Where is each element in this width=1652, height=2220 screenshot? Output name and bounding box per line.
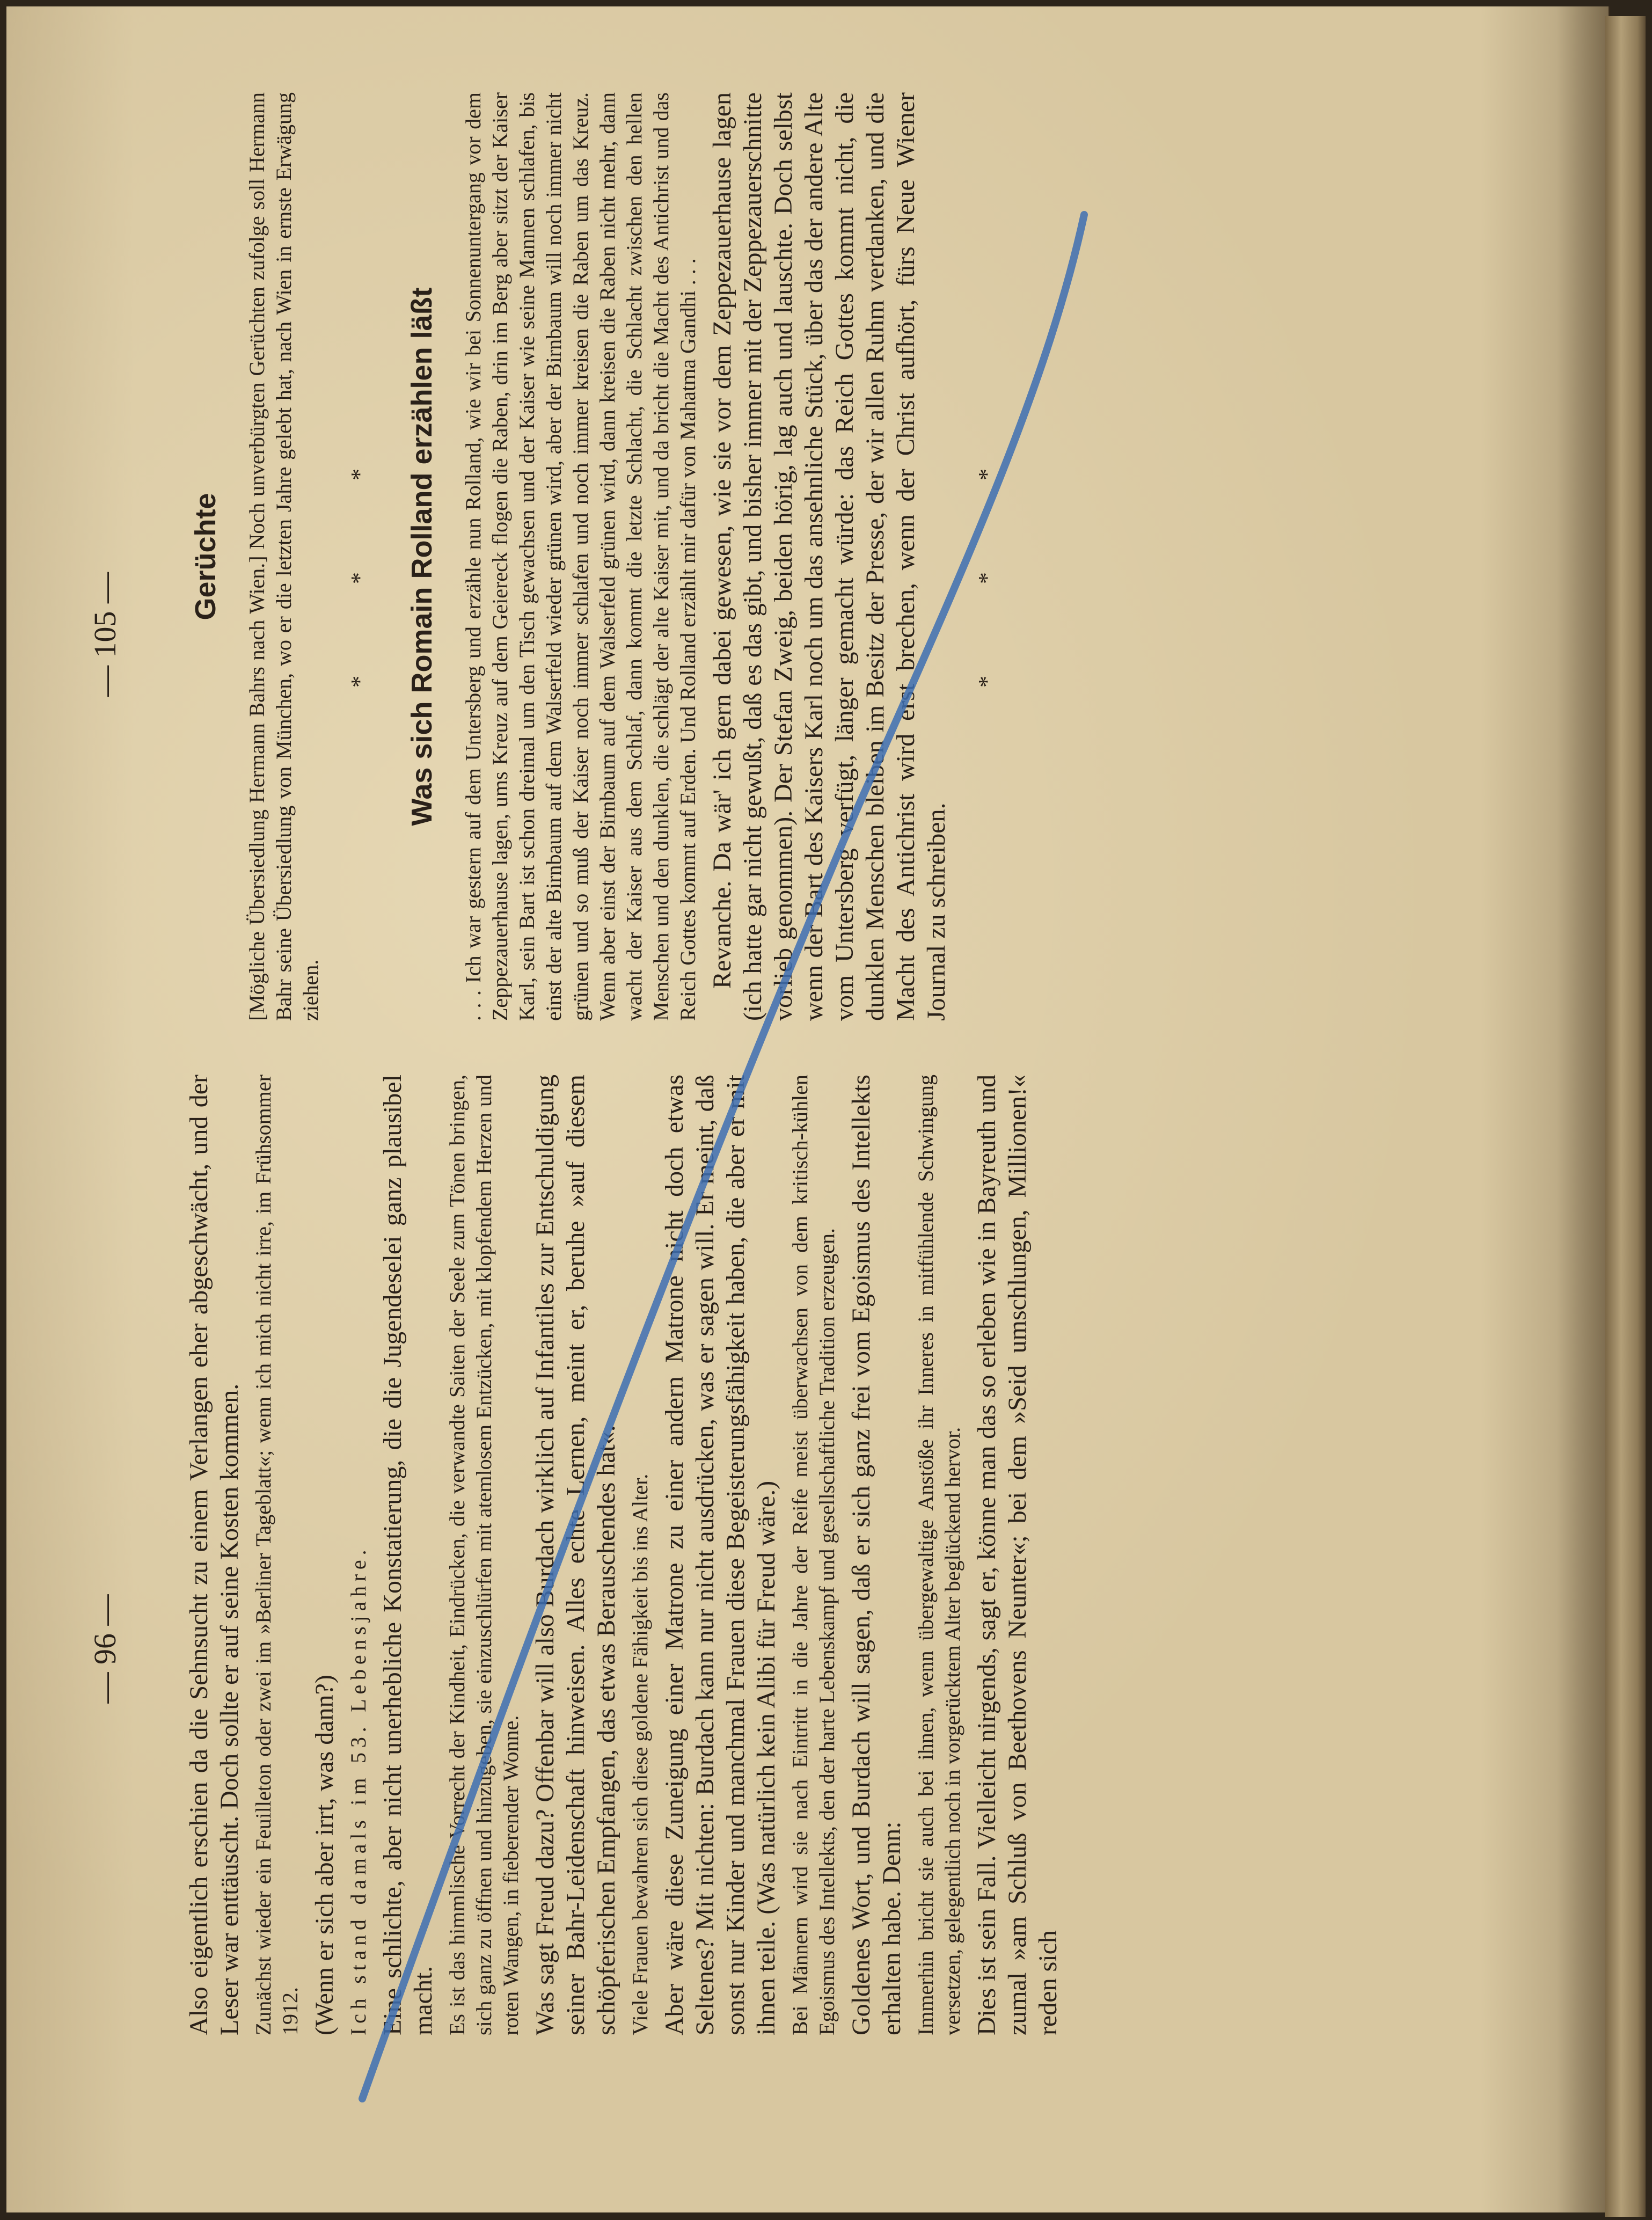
paragraph: (Wenn er sich aber irrt, was dann?)	[310, 1675, 339, 2035]
paragraph: Viele Frauen bewahren sich diese goldene Fähigkeit bis ins Alter.	[628, 1473, 652, 2035]
paragraph: Eine schlichte, aber nicht unerhebliche Konstatierung, die die Jugendeselei ganz plausibel macht.	[378, 1075, 437, 2035]
paragraph: Zunächst wieder ein Feuilleton oder zwei im »Berliner Tageblatt«; wenn ich mich nicht irre, im Frühsommer 1912.	[251, 1075, 302, 2035]
section-divider: * * *	[974, 426, 1000, 688]
paragraph: Aber wäre diese Zuneigung einer Matrone zu einer andern Matrone nicht doch etwas Seltenes? Mit nichten: Burdach kann nur nicht ausdrücken, was er sagen will. Er meint, daß sonst nur Kinder und manchmal Frauen diese Begeisterungsfähigkeit haben, die aber er mit ihnen teile. (Was natürlich kein Alibi für Freud wäre.)	[660, 1075, 780, 2035]
paragraph: Dies ist sein Fall. Vielleicht nirgends, sagt er, könne man das so erleben wie in Bayreuth und zumal »am Schluß von Beethovens Neunter«; bei dem »Seid umschlungen, Millionen!« reden sich	[973, 1075, 1062, 2035]
paragraph: Bei Männern wird sie nach Eintritt in die Jahre der Reife meist überwachsen von dem kritisch-kühlen Egoismus des Intellekts, den der harte Lebenskampf und gesellschaftliche Tradition erzeugen.	[788, 1075, 839, 2035]
paragraph: Goldenes Wort, und Burdach will sagen, daß er sich ganz frei vom Egoismus des Intellekts erhalten habe. Denn:	[847, 1075, 906, 2035]
page-number-left: — 96 —	[87, 1594, 122, 1704]
page-edge	[1605, 16, 1646, 2217]
paragraph: Revanche. Da wär' ich gern dabei gewesen, wie sie vor dem Zeppezauerhause lagen (ich hatte gar nicht gewußt, daß es das gibt, und bisher immer mit der Zeppezauerschnitte vorlieb genommen). Der Stefan Zweig, beiden hörig, lag auch und lauschte. Doch selbst wenn der Bart des Kaisers Karl noch um das ansehnliche Stück, über das der andere Alte vom Untersberg verfügt, länger gemacht würde: das Reich Gottes kommt nicht, die dunklen Menschen bleiben im Besitz der Presse, der wir allen Ruhm verdanken, und die Macht des Antichrist wird erst brechen, wenn der Christ aufhört, fürs Neue Wiener Journal zu schreiben.	[708, 92, 951, 1021]
right-page-text	[184, 92, 1033, 1021]
paragraph: Immerhin bricht sie auch bei ihnen, wenn übergewaltige Anstöße ihr Inneres in mitfühlende Schwingung versetzen, gelegentlich noch in vorgerücktem Alter beglückend hervor.	[913, 1075, 964, 2035]
section-divider: * * *	[346, 426, 372, 688]
section-heading-rolland: Was sich Romain Rolland erzählen läßt	[406, 287, 438, 826]
left-page	[6, 1075, 1609, 2105]
left-page-text	[184, 1075, 1069, 2035]
right-page	[6, 76, 1609, 1042]
paragraph: Es ist das himmlische Vorrecht der Kindheit, Eindrücken, die verwandte Saiten der Seele zum Tönen bringen, sich ganz zu öffnen und hinzugeben, sie einzuschlürfen mit atemlosem Entzücken, mit klopfendem Herzen und roten Wangen, in fieberender Wonne.	[445, 1075, 523, 2035]
page-number-right: — 105 —	[87, 572, 122, 697]
rotated-text-stage	[6, 6, 1609, 2212]
paragraph: [Mögliche Übersiedlung Hermann Bahrs nach Wien.] Noch unverbürgten Gerüchten zufolge soll Hermann Bahr seine Übersiedlung von München, wo er die letzten Jahre gelebt hat, nach Wien in ernste Erwägung ziehen.	[245, 92, 323, 1021]
section-heading-geruechte: Gerüchte	[189, 493, 222, 620]
paragraph: Was sagt Freud dazu? Offenbar will also Burdach wirklich auf Infantiles zur Entschuldigung seiner Bahr-Leidenschaft hinweisen. Alles echte Lernen, meint er, beruhe »auf diesem schöpferischen Empfangen, das etwas Berauschendes hat«.	[531, 1075, 620, 2035]
paragraph: Ich stand damals im 53. Lebensjahre.	[346, 1545, 370, 2035]
paragraph: . . . Ich war gestern auf dem Untersberg und erzähle nun Rolland, wie wir bei Sonnenuntergang vor dem Zeppezauerhause lagen, ums Kreuz auf dem Geiereck flogen die Raben, drin im Berg aber sitzt der Kaiser Karl, sein Bart ist schon dreimal um den Tisch gewachsen und der Kaiser wie seine Mannen schlafen, bis einst der alte Birnbaum auf dem Walserfeld wieder grünen wird, aber der Birnbaum will noch immer nicht grünen und so muß der Kaiser noch immer schlafen und noch immer kreisen die Raben um das Kreuz. Wenn aber einst der Birnbaum auf dem Walserfeld grünen wird, dann kreisen die Raben nicht mehr, dann wacht der Kaiser aus dem Schlaf, dann kommt die letzte Schlacht, die Schlacht zwischen den hellen Menschen und den dunklen, die schlägt der alte Kaiser mit, und da bricht die Macht des Antichrist und das Reich Gottes kommt auf Erden. Und Rolland erzählt mir dafür von Mahatma Gandhi . . .	[461, 92, 700, 1021]
paragraph: Also eigentlich erschien da die Sehnsucht zu einem Verlangen eher abgeschwächt, und der Leser war enttäuscht. Doch sollte er auf seine Kosten kommen.	[185, 1075, 244, 2035]
